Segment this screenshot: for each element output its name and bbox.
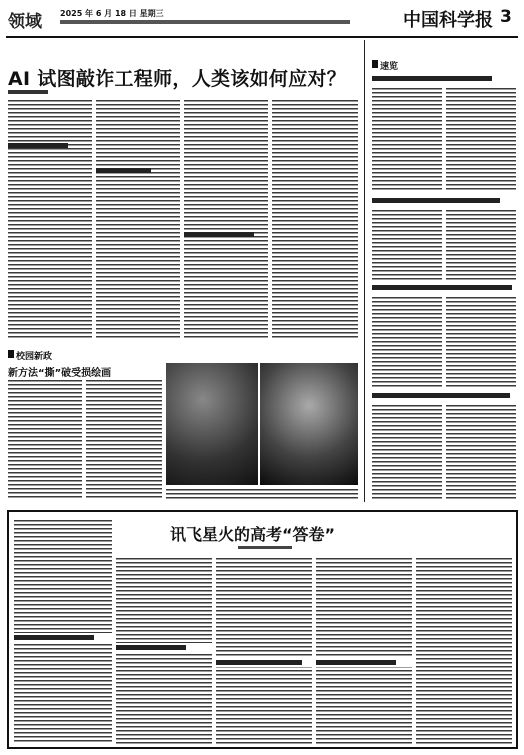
brief-headline xyxy=(372,285,512,290)
box-subhead xyxy=(316,660,396,665)
box-byline xyxy=(238,546,292,549)
brief-body-column xyxy=(372,405,442,499)
page-number: 3 xyxy=(500,7,512,27)
brief-body-column xyxy=(372,297,442,389)
brief-body-column xyxy=(446,88,516,192)
box-body-column xyxy=(14,520,112,744)
tag-marker xyxy=(372,60,378,68)
feature-body-column xyxy=(86,380,162,498)
box-body-column xyxy=(316,558,412,744)
box-body-column xyxy=(416,558,512,744)
section-name: 领域 xyxy=(8,12,42,32)
article-body-column xyxy=(8,100,92,340)
box-subhead xyxy=(116,645,186,650)
photo-caption xyxy=(166,489,358,499)
right-column-tag: 速览 xyxy=(380,62,399,72)
masthead xyxy=(0,0,524,36)
brief-body-column xyxy=(446,297,516,389)
box-subhead xyxy=(14,635,94,640)
column-divider xyxy=(364,40,365,502)
box-headline: 讯飞星火的高考“答卷” xyxy=(170,525,336,544)
tag-marker xyxy=(8,350,14,358)
feature-body-column xyxy=(8,380,82,498)
damaged-painting-photo xyxy=(166,363,258,485)
brief-body-column xyxy=(446,405,516,499)
box-subhead xyxy=(216,660,302,665)
brief-body-column xyxy=(446,210,516,282)
masthead-rule xyxy=(6,36,518,38)
brief-headline xyxy=(372,76,492,81)
article-subhead xyxy=(184,232,254,237)
main-headline: AI 试图敲诈工程师，人类该如何应对？ xyxy=(8,68,347,90)
brief-body-column xyxy=(372,210,442,282)
brief-body-column xyxy=(372,88,442,192)
brief-headline xyxy=(372,198,500,203)
article-subhead xyxy=(96,168,151,173)
byline xyxy=(8,90,48,94)
newspaper-brand: 中国科学报 xyxy=(403,10,493,31)
feature-headline: 新方法“撕”破受损绘画 xyxy=(8,368,112,379)
restored-painting-photo xyxy=(260,363,358,485)
article-body-column xyxy=(96,100,180,340)
feature-tag: 校园新政 xyxy=(16,352,53,362)
issue-date: 2025 年 6 月 18 日 星期三 xyxy=(60,9,164,18)
article-body-column xyxy=(272,100,358,340)
brief-headline xyxy=(372,393,510,398)
article-subhead xyxy=(8,143,68,148)
box-body-column xyxy=(216,558,312,744)
article-body-column xyxy=(184,100,268,340)
contact-line xyxy=(60,20,350,24)
